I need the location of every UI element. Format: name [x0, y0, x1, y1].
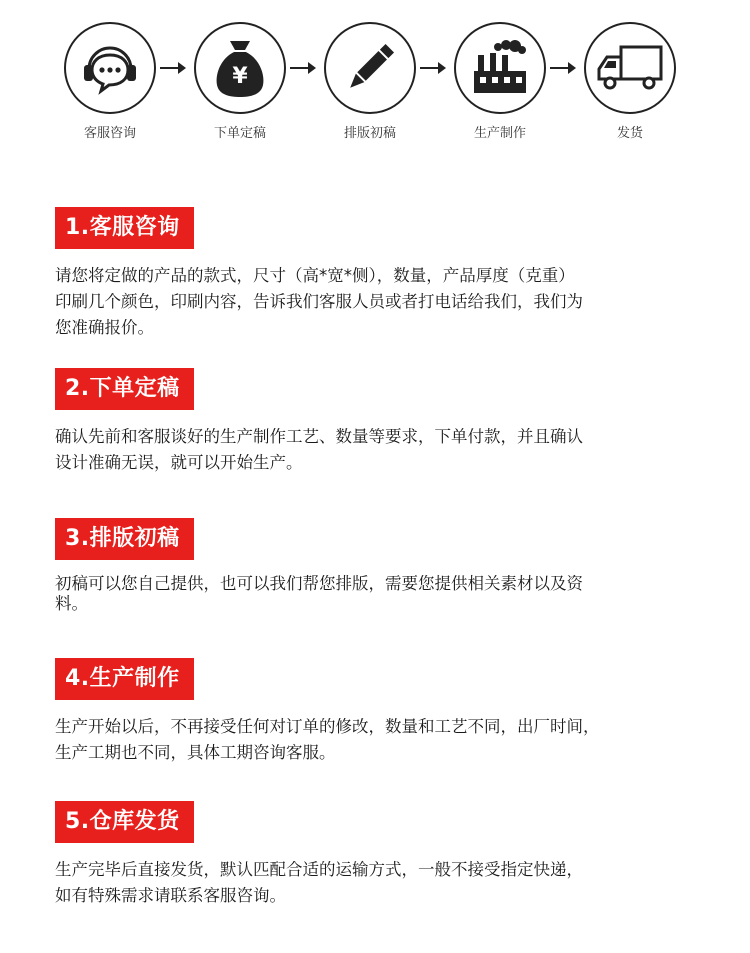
section-body: 生产开始以后，不再接受任何对订单的修改，数量和工艺不同，出厂时间， 生产工期也不同，具体工期咨询客服。	[55, 717, 600, 762]
step-label: 客服咨询	[83, 126, 136, 141]
section-title: 3.排版初稿	[55, 518, 194, 560]
step-circle	[194, 22, 286, 114]
section-consult	[55, 207, 715, 341]
step-circle	[454, 22, 546, 114]
step-circle	[64, 22, 156, 114]
step-label: 生产制作	[473, 126, 526, 141]
arrow-right-icon	[550, 67, 574, 69]
flow-step-production	[450, 22, 550, 142]
section-shipping	[55, 801, 715, 909]
step-label: 发货	[616, 126, 643, 141]
flow-step-order	[190, 22, 290, 142]
section-body: 初稿可以您自己提供，也可以我们帮您排版，需要您提供相关素材以及资 料。	[55, 574, 583, 613]
section-order	[55, 368, 715, 476]
section-title: 1.客服咨询	[55, 207, 194, 249]
section-title: 5.仓库发货	[55, 801, 194, 843]
flow-step-shipping	[580, 22, 680, 142]
money-bag-icon	[210, 35, 270, 101]
pencil-icon	[340, 38, 400, 98]
arrow-right-icon	[160, 67, 184, 69]
arrow-right-icon	[420, 67, 444, 69]
section-body: 确认先前和客服谈好的生产制作工艺、数量等要求，下单付款，并且确认 设计准确无误，就可以开始生产。	[55, 427, 583, 472]
step-label: 排版初稿	[343, 126, 396, 141]
flow-step-draft	[320, 22, 420, 142]
step-circle	[324, 22, 416, 114]
section-body: 请您将定做的产品的款式，尺寸（高*宽*侧），数量，产品厚度（克重） 印刷几个颜色，印刷内容，告诉我们客服人员或者打电话给我们，我们为 您准确报价。	[55, 266, 583, 337]
section-draft	[55, 518, 715, 614]
truck-icon	[595, 43, 665, 93]
factory-icon	[468, 37, 532, 99]
process-flow	[0, 0, 750, 160]
step-circle	[584, 22, 676, 114]
section-title: 2.下单定稿	[55, 368, 194, 410]
customer-service-icon	[77, 35, 143, 101]
arrow-right-icon	[290, 67, 314, 69]
section-body: 生产完毕后直接发货，默认匹配合适的运输方式，一般不接受指定快递， 如有特殊需求请联系客服咨询。	[55, 860, 583, 905]
section-title: 4.生产制作	[55, 658, 194, 700]
section-production	[55, 658, 715, 766]
currency-symbol: ¥	[232, 64, 248, 89]
flow-step-consult	[60, 22, 160, 142]
step-label: 下单定稿	[213, 126, 266, 141]
